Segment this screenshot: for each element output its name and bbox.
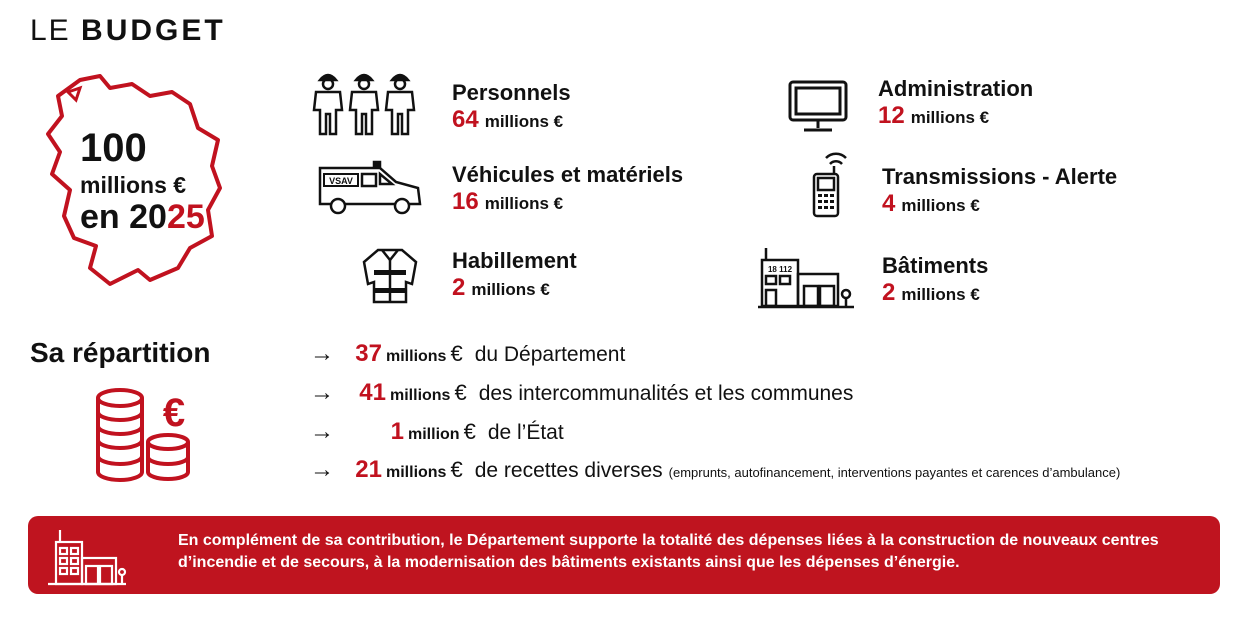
category-label: Habillement [452,248,577,273]
fire-station-icon [758,246,854,310]
category-vehicules [452,162,683,216]
svg-text:VSAV: VSAV [329,176,353,186]
repartition-row: → 21 millions € de recettes diverses (emprunts, autofinancement, interventions payantes et carences d’ambulance) [310,456,1121,483]
uniform-jacket-icon [360,246,420,306]
arrow-right-icon: → [310,456,334,483]
category-administration [878,76,1033,130]
repartition-title: Sa répartition [30,337,211,368]
monitor-icon [786,78,850,134]
svg-text:€: € [162,391,186,435]
category-label: Transmissions - Alerte [882,164,1118,189]
category-transmissions [882,164,1117,218]
firefighters-icon [310,70,420,136]
category-amount: 12 millions € [878,102,990,129]
category-label: Véhicules et matériels [452,162,684,187]
category-amount: 2 millions € [882,279,980,306]
total-unit: millions € [80,172,187,198]
repartition-row: → 37 millions € du Département [310,340,626,367]
coins-euro-icon [94,386,194,488]
page-title [30,14,226,48]
category-amount: 4 millions € [882,190,980,217]
building-icon [46,526,128,586]
repartition-row: → 1 million € de l’État [310,418,564,445]
total-year: en 2025 [80,198,205,236]
arrow-right-icon: → [310,379,334,406]
banner-text: En complément de sa contribution, le Département supporte la totalité des dépenses liées à la construction de nouveaux centres d’incendie et de secours, à la modernisation des bâtiments existants ainsi que les dépenses d’énergie. [178,532,1159,571]
repartition-row: → 41 millions € des intercommunalités et les communes [310,379,854,406]
category-amount: 2 millions € [452,274,550,301]
category-label: Bâtiments [882,253,989,278]
arrow-right-icon: → [310,418,334,445]
category-habillement [452,248,577,302]
phone-signal-icon [806,152,850,220]
svg-text:18 112: 18 112 [767,265,793,274]
category-amount: 16 millions € [452,188,564,215]
category-batiments [882,253,988,307]
info-banner [28,516,1220,594]
arrow-right-icon: → [310,340,334,367]
category-personnels [452,80,571,134]
total-amount: 100 [80,126,147,170]
category-label: Administration [878,76,1034,101]
ambulance-van-icon [316,160,424,218]
title-bold: BUDGET [81,14,226,47]
category-label: Personnels [452,80,571,105]
title-thin: LE [30,14,71,47]
category-amount: 64 millions € [452,106,564,133]
